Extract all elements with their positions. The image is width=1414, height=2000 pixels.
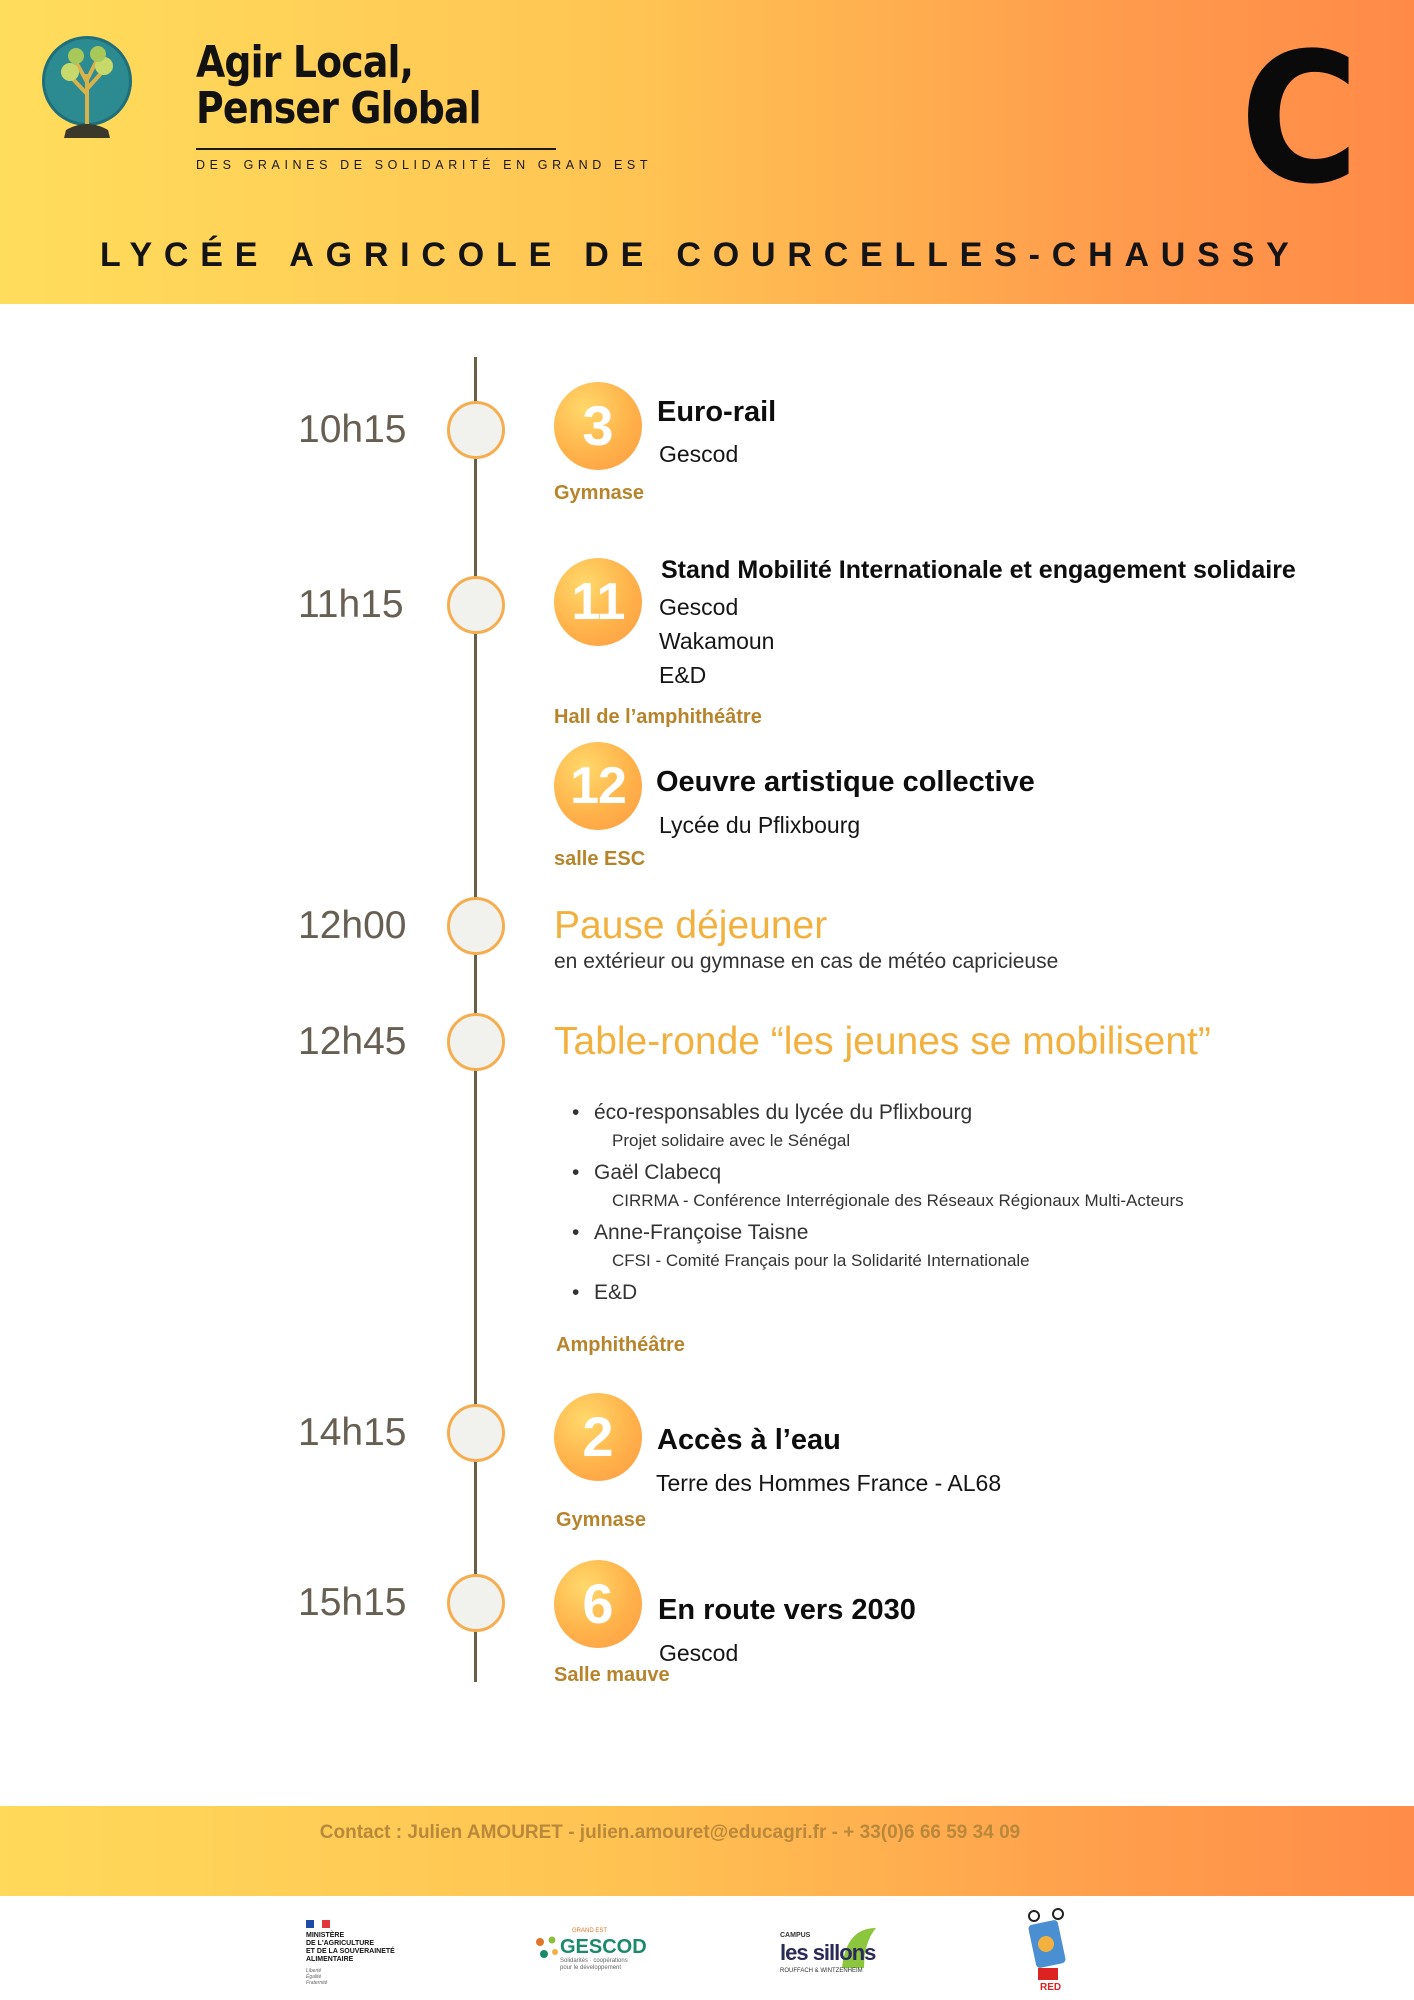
ministry-logo: [306, 1908, 426, 1988]
session-organizer: Gescod: [659, 594, 739, 620]
participant-name: • Gaël Clabecq: [594, 1158, 1292, 1188]
school-name: LYCÉE AGRICOLE DE COURCELLES-CHAUSSY: [100, 236, 1301, 274]
ministry-name-line: ALIMENTAIRE: [306, 1956, 354, 1963]
brand-divider: [196, 148, 556, 150]
time-label: 15h15: [298, 1581, 407, 1624]
brand-title-line1: Agir Local,: [196, 37, 414, 88]
ministry-name-line: MINISTÈRE: [306, 1932, 345, 1939]
session-number-badge: 2: [554, 1393, 642, 1481]
timeline-node: [447, 1404, 505, 1462]
motto-line: Égalité: [306, 1974, 322, 1980]
participant-desc: Projet solidaire avec le Sénégal: [612, 1131, 851, 1150]
gescod-subtitle: Solidarités · coopérations pour le développement: [560, 1958, 628, 1971]
time-label: 12h45: [298, 1020, 407, 1063]
roundtable-title: Table-ronde “les jeunes se mobilisent”: [554, 1020, 1211, 1063]
section-letter: C: [1240, 15, 1359, 224]
session-organizer: Wakamoun: [659, 628, 775, 654]
participant-name: • Anne-Françoise Taisne: [594, 1218, 1292, 1248]
session-number-badge: 3: [554, 382, 642, 470]
contact-banner: [0, 1806, 1414, 1896]
red-logo: [1016, 1908, 1076, 1993]
session-title: En route vers 2030: [658, 1594, 916, 1626]
time-label: 14h15: [298, 1411, 407, 1454]
session-number-badge: 11: [554, 558, 642, 646]
session-number-badge: 12: [554, 742, 642, 830]
session-title: Accès à l’eau: [657, 1424, 841, 1456]
gescod-logo: [530, 1908, 650, 1988]
session-title: Oeuvre artistique collective: [656, 766, 1035, 798]
session-organizer: Gescod: [659, 1640, 739, 1666]
header-banner: [0, 0, 1414, 304]
session-location: Gymnase: [554, 482, 645, 504]
brand-title: [196, 37, 506, 134]
sillons-subtitle: ROUFFACH & WINTZENHEIM: [780, 1968, 863, 1974]
tree-globe-logo-icon: [40, 34, 134, 146]
contact-info: Contact : Julien AMOURET - julien.amouret@educagri.fr - + 33(0)6 66 59 34 09: [319, 1822, 1021, 1843]
break-title: Pause déjeuner: [554, 904, 828, 947]
participant-name: • E&D: [594, 1278, 1292, 1308]
motto-line: Fraternité: [306, 1980, 328, 1986]
list-item: [572, 1218, 1292, 1274]
ministry-motto: [306, 1968, 327, 1986]
session-title: Euro-rail: [657, 396, 777, 428]
list-item: [572, 1098, 1292, 1154]
list-item: [572, 1158, 1292, 1214]
timeline-node: [447, 1013, 505, 1071]
timeline-node: [447, 401, 505, 459]
session-number-badge: 6: [554, 1560, 642, 1648]
session-location: Amphithéâtre: [556, 1334, 685, 1356]
timeline-node: [447, 1574, 505, 1632]
session-location: Hall de l’amphithéâtre: [554, 706, 762, 728]
sillons-campus: CAMPUS: [780, 1932, 811, 1939]
gescod-name: GESCOD: [560, 1936, 647, 1958]
sillons-logo: [778, 1908, 898, 1988]
session-organizer: Gescod: [659, 441, 739, 467]
red-network-illustration-icon: [1022, 1908, 1072, 1982]
session-organizer: Lycée du Pflixbourg: [659, 812, 861, 838]
list-item: [572, 1278, 1292, 1308]
break-note: en extérieur ou gymnase en cas de météo capricieuse: [554, 950, 1059, 973]
session-location: salle ESC: [554, 848, 646, 870]
time-label: 10h15: [298, 408, 407, 451]
roundtable-participants: [572, 1098, 1292, 1312]
ministry-name-line: ET DE LA SOUVERAINETÉ: [306, 1948, 395, 1955]
motto-line: Liberté: [306, 1968, 322, 1974]
brand-title-line2: Penser Global: [196, 83, 481, 134]
marianne-flag-icon: [306, 1920, 330, 1928]
timeline-node: [447, 897, 505, 955]
sillons-name: les sillons: [780, 1940, 876, 1965]
gescod-mark-icon: [534, 1934, 560, 1964]
session-organizer: Terre des Hommes France - AL68: [656, 1470, 1002, 1496]
ministry-name: [306, 1932, 395, 1964]
gescod-region: GRAND EST: [572, 1928, 608, 1934]
session-location: Salle mauve: [554, 1664, 670, 1686]
time-label: 12h00: [298, 904, 407, 947]
session-organizer: E&D: [659, 662, 707, 688]
timeline-node: [447, 576, 505, 634]
session-title: Stand Mobilité Internationale et engagement solidaire: [661, 556, 1296, 584]
participant-desc: CIRRMA - Conférence Interrégionale des Réseaux Régionaux Multi-Acteurs: [612, 1191, 1184, 1210]
time-label: 11h15: [298, 583, 404, 626]
brand-tagline: DES GRAINES DE SOLIDARITÉ EN GRAND EST: [196, 158, 653, 172]
participant-desc: CFSI - Comité Français pour la Solidarité Internationale: [612, 1251, 1030, 1270]
red-name: RED: [1040, 1982, 1062, 1993]
ministry-name-line: DE L'AGRICULTURE: [306, 1940, 375, 1947]
session-location: Gymnase: [556, 1509, 647, 1531]
participant-name: • éco-responsables du lycée du Pflixbourg: [594, 1098, 1292, 1128]
